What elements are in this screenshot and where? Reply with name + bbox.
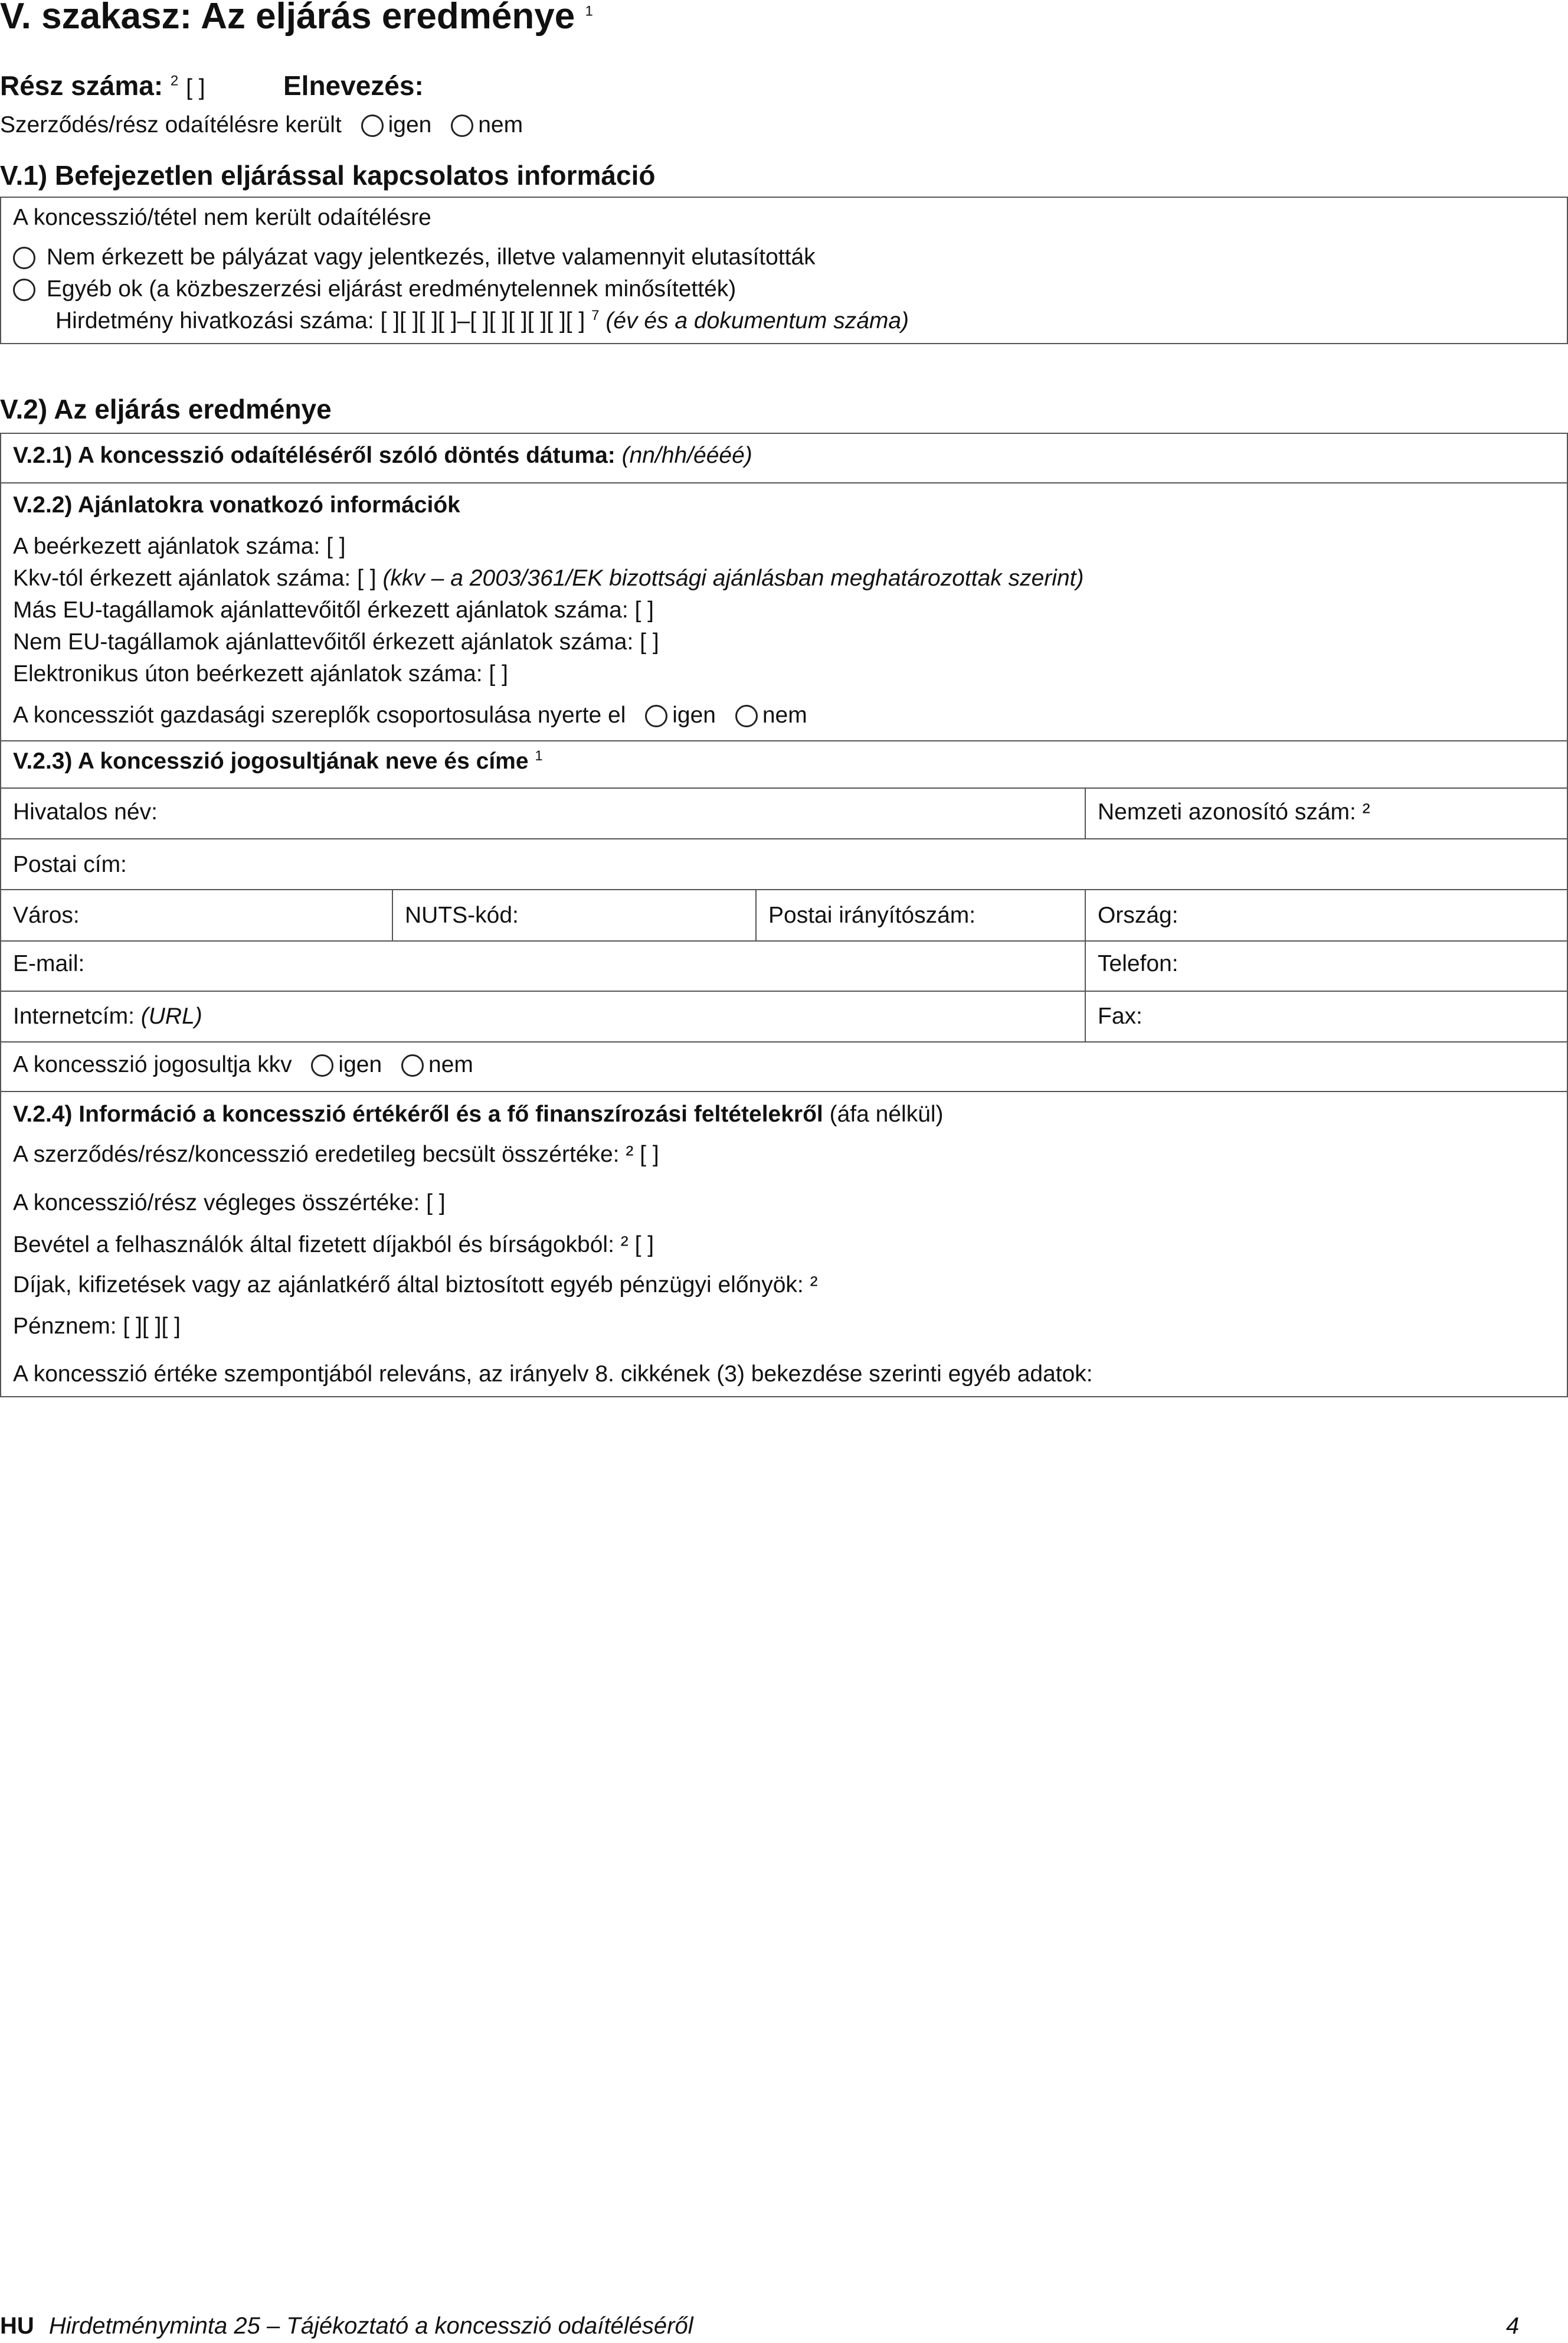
part-number-field[interactable]: [ ]: [186, 75, 205, 100]
sme-holder-yes-radio[interactable]: [311, 1054, 333, 1077]
fax-field[interactable]: Fax:: [1098, 1004, 1143, 1029]
estimated-total-field[interactable]: A szerződés/rész/koncesszió eredetileg becsült összértéke: ² [ ]: [13, 1142, 659, 1167]
offers-received-field[interactable]: A beérkezett ajánlatok száma: [ ]: [13, 534, 346, 559]
footer-doc-title: Hirdetményminta 25 – Tájékoztató a koncesszió odaítéléséről: [48, 2313, 693, 2339]
part-number-row: Rész száma: $^2$ [ ]: [0, 70, 205, 101]
fees-field[interactable]: Díjak, kifizetések vagy az ajánlatkérő által biztosított egyéb pénzügyi előnyök: ²: [13, 1272, 818, 1298]
group-no-radio[interactable]: [735, 705, 758, 727]
divider: [0, 838, 1568, 839]
v23-title: V.2.3) A koncesszió jogosultjának neve és címe $^1$: [13, 748, 543, 774]
v1-reference-row: Hirdetmény hivatkozási száma: [ ][ ][ ][ ]–[ ][ ][ ][ ][ ][ ] $^7$ (év és a dokumentum száma): [55, 308, 909, 334]
nuts-field[interactable]: NUTS-kód:: [405, 903, 519, 928]
v24-title-row: V.2.4) Információ a koncesszió értékéről és a fő finanszírozási feltételekről (áfa nélkül): [13, 1102, 944, 1127]
divider: [0, 1041, 1568, 1043]
other-info-field[interactable]: A koncesszió értéke szempontjából releváns, az irányelv 8. cikkének (3) bekezdése szerinti egyéb adatok:: [13, 1361, 1093, 1387]
v1-intro: A koncesszió/tétel nem került odaítélésre: [13, 205, 431, 230]
currency-field[interactable]: Pénznem: [ ][ ][ ]: [13, 1313, 181, 1339]
footer-lang: HU: [0, 2313, 34, 2339]
v1-option1-radio[interactable]: [13, 247, 35, 269]
offers-electronic-field[interactable]: Elektronikus úton beérkezett ajánlatok száma: [ ]: [13, 661, 508, 687]
postal-address-field[interactable]: Postai cím:: [13, 852, 127, 877]
offers-eu-field[interactable]: Más EU-tagállamok ajánlattevőitől érkezett ajánlatok száma: [ ]: [13, 597, 654, 623]
v21-row: V.2.1) A koncesszió odaítéléséről szóló döntés dátuma: (nn/hh/éééé): [13, 443, 752, 468]
divider: [1085, 889, 1086, 940]
final-total-field[interactable]: A koncesszió/rész végleges összértéke: [ ]: [13, 1190, 446, 1215]
postcode-field[interactable]: Postai irányítószám:: [768, 903, 976, 928]
awarded-row: Szerződés/rész odaítélésre került igen nem: [0, 112, 523, 138]
divider: [0, 740, 1568, 741]
offers-noneu-field[interactable]: Nem EU-tagállamok ajánlattevőitől érkezett ajánlatok száma: [ ]: [13, 629, 659, 655]
v1-title: V.1) Befejezetlen eljárással kapcsolatos információ: [0, 160, 656, 191]
divider: [0, 1091, 1568, 1092]
group-yes-radio[interactable]: [645, 705, 667, 727]
internet-field[interactable]: Internetcím:: [13, 1004, 135, 1029]
national-id-field[interactable]: Nemzeti azonosító szám: ²: [1098, 799, 1370, 825]
v2-title: V.2) Az eljárás eredménye: [0, 394, 332, 424]
official-name-field[interactable]: Hivatalos név:: [13, 799, 158, 825]
awarded-yes-radio[interactable]: [361, 115, 384, 137]
page-number: 4: [1506, 2313, 1520, 2339]
decision-date-field[interactable]: (nn/hh/éééé): [621, 443, 752, 468]
email-field[interactable]: E-mail:: [13, 951, 85, 976]
part-name-label: Elnevezés:: [283, 70, 424, 101]
section-title: V. szakasz: Az eljárás eredménye $^1$: [0, 0, 593, 37]
v1-option2-radio[interactable]: [13, 279, 35, 301]
divider: [0, 787, 1568, 789]
phone-field[interactable]: Telefon:: [1098, 951, 1179, 976]
divider: [1085, 787, 1086, 838]
divider: [0, 991, 1568, 992]
sme-holder-no-radio[interactable]: [401, 1054, 424, 1077]
footnote-marker: 1: [585, 3, 593, 19]
footer: [0, 2313, 693, 2339]
revenue-field[interactable]: Bevétel a felhasználók által fizetett díjakból és bírságokból: ² [ ]: [13, 1232, 654, 1257]
divider: [0, 482, 1568, 483]
v1-option1-row: Nem érkezett be pályázat vagy jelentkezés, illetve valamennyit elutasították: [0, 244, 816, 270]
sme-holder-row: A koncesszió jogosultja kkv igen nem: [13, 1052, 473, 1077]
internet-row: Internetcím: (URL): [13, 1004, 202, 1029]
divider: [392, 889, 393, 940]
divider: [0, 889, 1568, 890]
v22-title: V.2.2) Ajánlatokra vonatkozó információk: [13, 492, 460, 518]
group-row: A koncessziót gazdasági szereplők csoportosulása nyerte el igen nem: [13, 702, 807, 728]
v1-reference-field[interactable]: Hirdetmény hivatkozási száma: [ ][ ][ ][ ]–[ ][ ][ ][ ][ ][ ]: [55, 308, 585, 334]
country-field[interactable]: Ország:: [1098, 903, 1179, 928]
divider: [755, 889, 757, 940]
v1-option2-row: Egyéb ok (a közbeszerzési eljárást eredménytelennek minősítették): [0, 276, 736, 302]
offers-sme-row: Kkv-tól érkezett ajánlatok száma: [ ] (kkv – a 2003/361/EK bizottsági ajánlásban meghatározottak szerint): [13, 566, 1084, 591]
awarded-no-radio[interactable]: [451, 115, 473, 137]
divider: [0, 940, 1568, 942]
offers-sme-field[interactable]: Kkv-tól érkezett ajánlatok száma: [ ]: [13, 566, 377, 591]
city-field[interactable]: Város:: [13, 903, 80, 928]
